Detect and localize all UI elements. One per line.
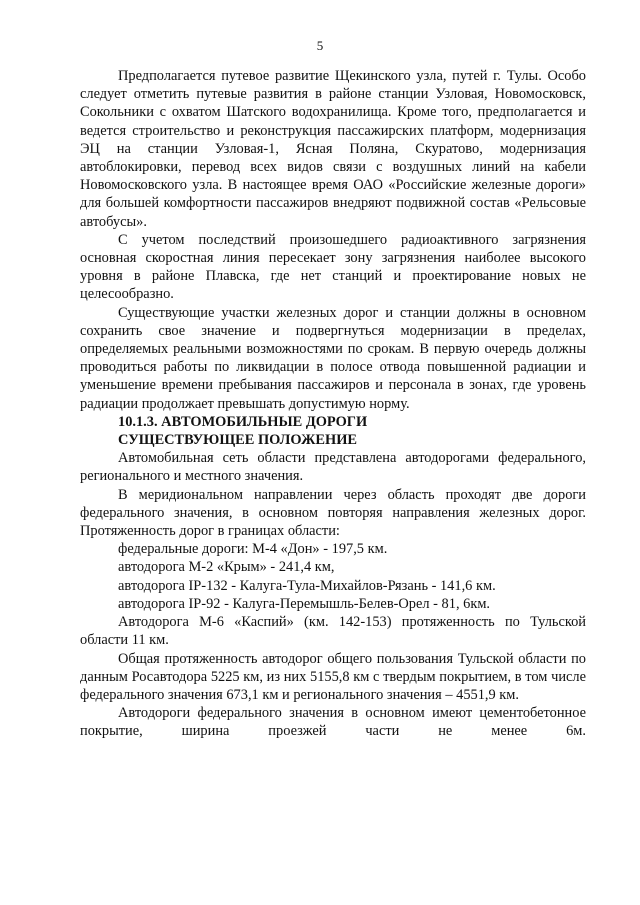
- subsection-heading: СУЩЕСТВУЮЩЕЕ ПОЛОЖЕНИЕ: [118, 432, 357, 449]
- paragraph-road-surface: Автодороги федерального значения в основном имеют цементобетонное покрытие, ширина проезжей части не менее 6м.: [80, 705, 586, 740]
- section-heading: 10.1.3. АВТОМОБИЛЬНЫЕ ДОРОГИ: [118, 413, 368, 430]
- list-item: федеральные дороги: М-4 «Дон» - 197,5 км.: [118, 541, 388, 558]
- paragraph-federal-roads: В меридиональном направлении через область проходят две дороги федерального значения, в основном повторяя направления железных дорог. Протяженность дорог в границах области:: [80, 486, 586, 540]
- list-item: автодорога М-2 «Крым» - 241,4 км,: [118, 559, 335, 576]
- paragraph-rail-development: Предполагается путевое развитие Щекинского узла, путей г. Тулы. Особо следует отметить путевые развития в районе станции Узловая, Новомосковск, Сокольники с охватом Шатского водохранилища. Кроме того, предполагается и ведется строительство и реконструкция пассажирских платформ, модернизация ЭЦ на станции Узловая-1, Ясная Поляна, Скуратово, модернизация автоблокировки, перевод всех видов связи с воздушных линий на кабели Новомосковского узла. В настоящее время ОАО «Российские железные дороги» для большей комфортности пассажиров внедряют подвижной состав «Рельсовые автобусы».: [80, 68, 586, 230]
- paragraph-rail-modernization: Существующие участки железных дорог и станции должны в основном сохранить свое значение и подвергнуться модернизации в пределах, определяемых реальными возможностями по срокам. В первую очередь должны проводиться работы по ликвидации в полосе отвода повышенной радиации и уменьшение времени пребывания пассажиров и персонала в зонах, где уровень радиации продолжает превышать допустимую норму.: [80, 304, 586, 412]
- paragraph-radiation-zone: С учетом последствий произошедшего радиоактивного загрязнения основная скоростная линия пересекает зону загрязнения наиболее высокого уровня в районе Плавска, где нет станций и проектирование новых не целесообразно.: [80, 231, 586, 303]
- list-item: автодорога IP-92 - Калуга-Перемышль-Белев-Орел - 81, 6км.: [118, 595, 491, 612]
- paragraph-total-length: Общая протяженность автодорог общего пользования Тульской области по данным Росавтодора 5225 км, из них 5155,8 км с твердым покрытием, в том числе федерального значения 673,1 км и регионального значения – 4551,9 км.: [80, 650, 586, 703]
- page-number: 5: [316, 38, 324, 53]
- list-item: автодорога IP-132 - Калуга-Тула-Михайлов-Рязань - 141,6 км.: [118, 577, 496, 594]
- paragraph-road-network: Автомобильная сеть области представлена автодорогами федерального, регионального и местного значения.: [80, 450, 586, 485]
- document-body: [80, 67, 586, 741]
- paragraph-m6-road: Автодорога М-6 «Каспий» (км. 142-153) протяженность по Тульской области 11 км.: [80, 614, 586, 649]
